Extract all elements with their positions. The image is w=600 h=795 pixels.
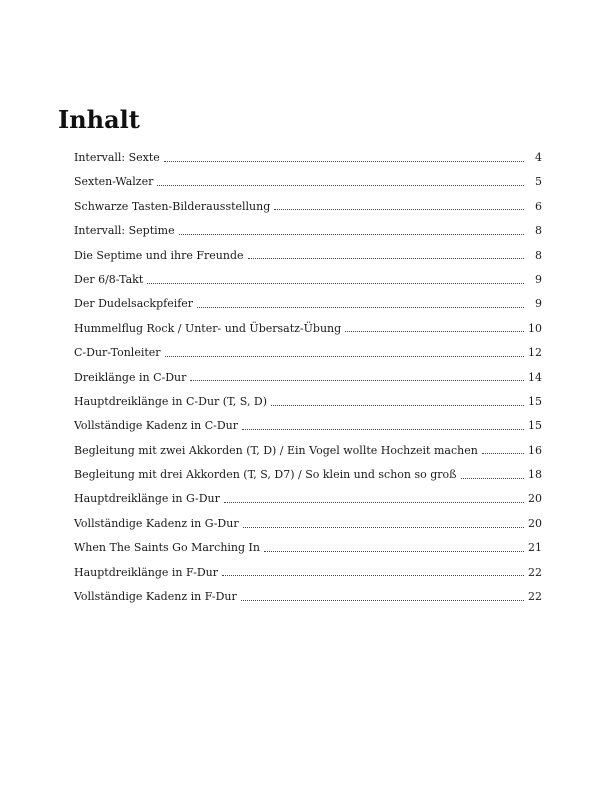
toc-entry-label: Hauptdreiklänge in C-Dur (T, S, D) <box>74 394 268 408</box>
dot-leader <box>190 380 524 381</box>
toc-entry <box>74 414 542 438</box>
toc-entry-label: Intervall: Septime <box>74 224 175 238</box>
toc-entry-page: 6 <box>535 199 542 213</box>
page-title: Inhalt <box>58 105 140 134</box>
toc-entry-label: Schwarze Tasten-Bilderausstellung <box>74 199 271 213</box>
toc-entry-page: 16 <box>528 443 542 457</box>
dot-leader <box>264 551 524 552</box>
dot-leader <box>197 307 524 308</box>
toc-entry-label: Der 6/8-Takt <box>74 272 144 286</box>
toc-entry <box>74 487 542 511</box>
toc-entry <box>74 390 542 414</box>
toc-entry-page: 22 <box>528 590 542 604</box>
dot-leader <box>248 258 524 259</box>
toc-entry-page: 22 <box>528 565 542 579</box>
toc-entry-page: 10 <box>528 321 542 335</box>
toc-entry-label: Dreiklänge in C-Dur <box>74 370 187 384</box>
dot-leader <box>164 161 524 162</box>
toc-entry-label: C-Dur-Tonleiter <box>74 346 161 360</box>
toc-entry <box>74 341 542 365</box>
toc-entry-page: 18 <box>528 468 542 482</box>
toc-entry-label: Die Septime und ihre Freunde <box>74 248 244 262</box>
toc-entry <box>74 561 542 585</box>
toc-entry-page: 4 <box>535 151 542 164</box>
toc-entry-label: Vollständige Kadenz in G-Dur <box>74 516 239 530</box>
toc-entry <box>74 268 542 292</box>
toc-entry-page: 8 <box>535 248 542 262</box>
toc-entry <box>74 366 542 390</box>
toc-entry-label: Hummelflug Rock / Unter- und Übersatz-Übung <box>74 321 342 335</box>
toc-entry <box>74 536 542 560</box>
dot-leader <box>482 453 524 454</box>
toc-entry-label: Hauptdreiklänge in F-Dur <box>74 565 219 579</box>
toc-entry <box>74 463 542 487</box>
toc-entry-label: Der Dudelsackpfeifer <box>74 297 194 311</box>
toc-entry-label: Hauptdreiklänge in G-Dur <box>74 492 220 506</box>
toc-entry-label: When The Saints Go Marching In <box>74 541 260 555</box>
toc-entry-page: 9 <box>535 297 542 311</box>
toc-entry-label: Begleitung mit zwei Akkorden (T, D) / Ein Vogel wollte Hochzeit machen <box>74 443 478 457</box>
toc-entry <box>74 219 542 243</box>
toc-entry-label: Intervall: Sexte <box>74 151 160 164</box>
toc-entry-page: 15 <box>528 394 542 408</box>
toc-entry-label: Begleitung mit drei Akkorden (T, S, D7) / So klein und schon so groß <box>74 468 457 482</box>
toc-entry-page: 14 <box>528 370 542 384</box>
dot-leader <box>222 575 524 576</box>
toc-entry <box>74 146 542 170</box>
toc-entry-page: 5 <box>535 175 542 189</box>
toc-entry-label: Vollständige Kadenz in F-Dur <box>74 590 237 604</box>
toc-entry-page: 9 <box>535 272 542 286</box>
toc-entry-page: 20 <box>528 492 542 506</box>
toc-entry <box>74 439 542 463</box>
toc-entry <box>74 170 542 194</box>
dot-leader <box>147 283 524 284</box>
toc-entry-page: 8 <box>535 224 542 238</box>
toc-entry <box>74 195 542 219</box>
toc-entry-page: 20 <box>528 516 542 530</box>
dot-leader <box>271 405 524 406</box>
toc-entry-label: Sexten-Walzer <box>74 175 154 189</box>
dot-leader <box>157 185 524 186</box>
dot-leader <box>345 331 524 332</box>
dot-leader <box>179 234 524 235</box>
toc-entry <box>74 317 542 341</box>
toc-entry-page: 12 <box>528 346 542 360</box>
toc-entry-page: 21 <box>528 541 542 555</box>
dot-leader <box>243 527 524 528</box>
table-of-contents <box>74 146 542 609</box>
dot-leader <box>224 502 524 503</box>
dot-leader <box>242 429 524 430</box>
dot-leader <box>241 600 524 601</box>
toc-entry <box>74 292 542 316</box>
toc-entry-label: Vollständige Kadenz in C-Dur <box>74 419 239 433</box>
dot-leader <box>461 478 524 479</box>
toc-entry <box>74 512 542 536</box>
toc-entry <box>74 585 542 609</box>
toc-entry <box>74 244 542 268</box>
dot-leader <box>274 209 524 210</box>
toc-entry-page: 15 <box>528 419 542 433</box>
dot-leader <box>165 356 524 357</box>
